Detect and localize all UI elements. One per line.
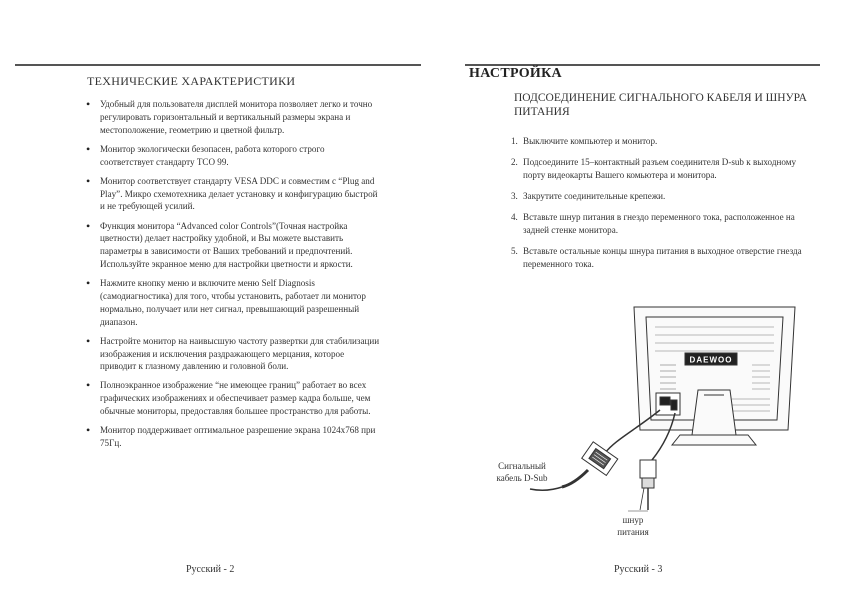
power-cord-label-line2: питания <box>617 527 649 537</box>
step-text: Вставьте остальные концы шнура питания в выходное отверстие гнезда переменного тока. <box>523 246 802 270</box>
step-item <box>511 135 811 148</box>
feature-item: • Монитор соответствует стандарту VESA DDC и совместим с “Plug and Play”. Микро схемотехника делает установку и конфигурацию быстрой и не требующей усилий. <box>84 175 380 213</box>
left-page-footer: Русский - 2 <box>186 564 235 575</box>
monitor-connection-diagram <box>490 295 820 545</box>
step-number: 2. <box>511 157 518 168</box>
left-top-rule <box>15 64 421 66</box>
step-item <box>511 245 811 271</box>
step-number: 1. <box>511 136 518 146</box>
step-item <box>511 156 811 182</box>
step-text: Закрутите соединительные крепежи. <box>523 191 666 202</box>
feature-item: • Настройте монитор на наивысшую частоту развертки для стабилизации изображения и исключения раздражающего мерцания, которое приводит к глазному давлению и головной боли. <box>84 335 380 373</box>
feature-item: • Монитор экологически безопасен, работа которого строго соответствует стандарту TCO 99. <box>84 143 380 169</box>
step-item <box>511 190 811 203</box>
setup-steps <box>511 135 811 279</box>
brand-logo: DAEWOO <box>689 355 733 365</box>
feature-item: • Полноэкранное изображение “не имеющее границ” работает во всех графических изображениях и обеспечивает размер кадра больше, чем обычные мониторы, предоставляя большее пространство для работы. <box>84 379 380 417</box>
monitor-back-illustration <box>634 307 795 445</box>
step-text: Выключите компьютер и монитор. <box>523 136 658 146</box>
step-text: Вставьте шнур питания в гнездо переменного тока, расположенное на задней стенке монитора. <box>523 212 795 236</box>
right-page-title: НАСТРОЙКА <box>469 66 562 81</box>
signal-cable-label <box>487 460 557 484</box>
step-number: 5. <box>511 246 518 257</box>
step-number: 4. <box>511 212 518 223</box>
left-page-title: ТЕХНИЧЕСКИЕ ХАРАКТЕРИСТИКИ <box>87 74 296 88</box>
right-page-footer: Русский - 3 <box>614 564 663 575</box>
features-list <box>84 98 380 456</box>
signal-cable-label-line2: кабель D-Sub <box>496 473 548 483</box>
step-text: Подсоедините 15–контактный разъем соединителя D-sub к выходному порту видеокарты Вашего комьютера и монитора. <box>523 157 796 180</box>
feature-item: • Монитор поддерживает оптимальное разрешение экрана 1024x768 при 75Гц. <box>84 424 380 450</box>
step-number: 3. <box>511 191 518 202</box>
power-cord-label-line1: шнур <box>622 515 644 525</box>
power-cord-label <box>608 514 658 538</box>
feature-item: • Удобный для пользователя дисплей монитора позволяет легко и точно регулировать горизонтальный и вертикальный размеры экрана и местоположение, геометрию и цветной фильтр. <box>84 98 380 136</box>
feature-item: • Функция монитора “Advanced color Controls”(Точная настройка цветности) делает настройку удобной, и Вы можете выставить параметры в зависимости от Ваших требований и предпочтений. Используйте экранное меню для настройки цветности и яркости. <box>84 220 380 271</box>
step-item <box>511 211 811 237</box>
feature-item: • Нажмите кнопку меню и включите меню Self Diagnosis (самодиагностика) для того, чтобы установить, работает ли монитор нормально, получает или нет сигнал, превышающий разрешенный диапазон. <box>84 277 380 328</box>
right-page-subtitle: ПОДСОЕДИНЕНИЕ СИГНАЛЬНОГО КАБЕЛЯ И ШНУРА ПИТАНИЯ <box>514 92 807 118</box>
signal-cable-label-line1: Сигнальный <box>498 461 546 471</box>
